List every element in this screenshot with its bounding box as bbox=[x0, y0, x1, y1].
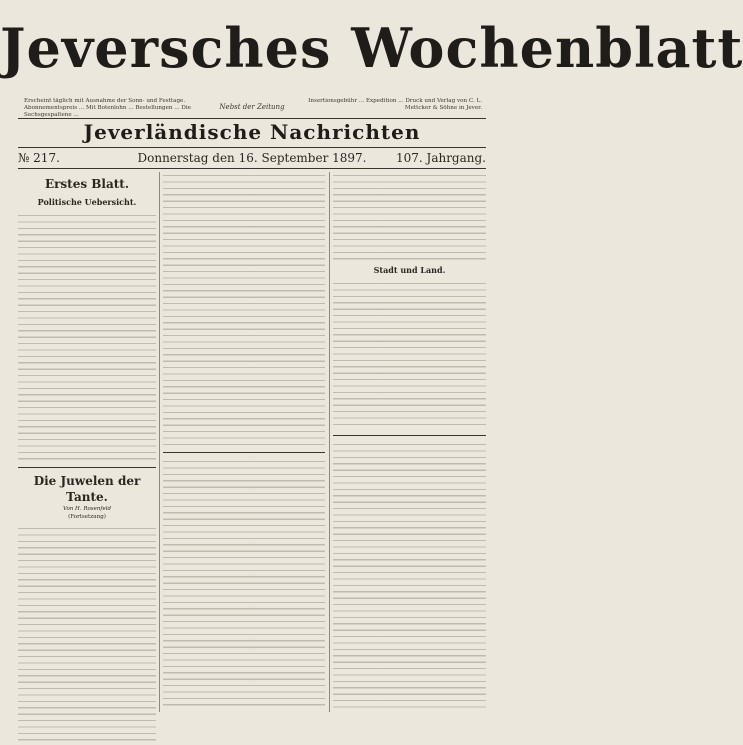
issue-date: Donnerstag den 16. September 1897. bbox=[137, 151, 367, 165]
rule-above-dateline bbox=[18, 147, 486, 148]
top-rule bbox=[18, 118, 486, 119]
section-divider bbox=[163, 452, 325, 453]
section-divider bbox=[18, 467, 156, 468]
section-heading: Erstes Blatt. bbox=[44, 177, 130, 191]
article-text-lines bbox=[18, 212, 156, 462]
feuilleton-byline: Von H. Rosenfeld bbox=[62, 506, 111, 512]
article-text-lines bbox=[333, 280, 486, 430]
column-divider-1 bbox=[159, 172, 160, 712]
issue-number: № 217. bbox=[18, 151, 60, 165]
feuilleton-continuation: (Fortsetzung) bbox=[68, 514, 106, 520]
feuilleton-text-lines bbox=[333, 441, 486, 711]
feuilleton-title: Die Juwelen der Tante. bbox=[33, 474, 141, 504]
feuilleton-text-lines bbox=[18, 525, 156, 745]
article-text-lines bbox=[333, 172, 486, 262]
publisher-note-right: Insertionsgebühr ... Expedition ... Druck und Verlag von C. L. Mettcker & Söhne in Jever. bbox=[308, 98, 482, 111]
column-3 bbox=[333, 172, 486, 717]
volume-number: 107. Jahrgang. bbox=[395, 151, 486, 165]
masthead-title: Jeversches Wochenblatt bbox=[0, 16, 743, 80]
column-2 bbox=[163, 172, 325, 717]
local-news-heading: Stadt und Land. bbox=[373, 265, 446, 275]
political-heading: Politische Uebersicht. bbox=[37, 197, 137, 207]
publisher-note-center: Nebst der Zeitung bbox=[219, 103, 285, 111]
feuilleton-text-lines bbox=[163, 458, 325, 708]
subtitle: Jeverländische Nachrichten bbox=[83, 120, 421, 144]
section-divider bbox=[333, 435, 486, 436]
article-text-lines bbox=[163, 172, 325, 447]
rule-below-dateline bbox=[18, 168, 486, 169]
dateline bbox=[18, 150, 486, 166]
column-divider-2 bbox=[329, 172, 330, 712]
column-1 bbox=[18, 172, 156, 717]
publisher-note-left: Erscheint täglich mit Ausnahme der Sonn- und Festtage. Abonnementspreis ... Mit Botenlohn ... Bestellungen ... Die Sechsgespaltene ... bbox=[24, 98, 191, 118]
